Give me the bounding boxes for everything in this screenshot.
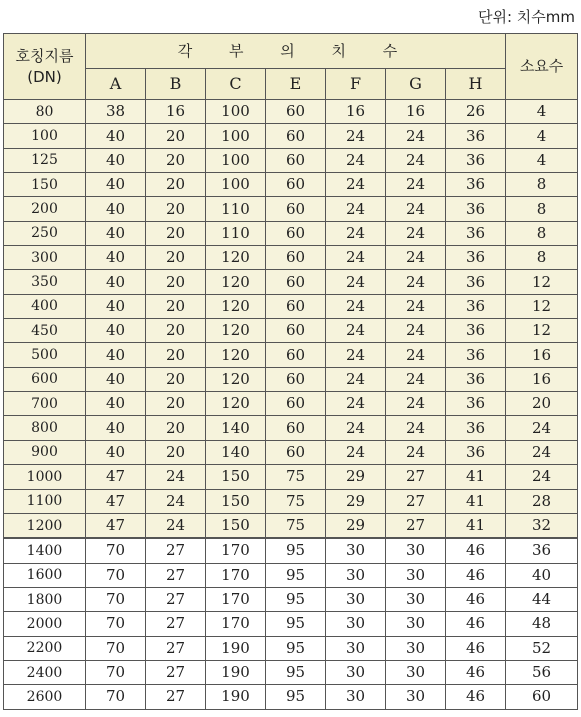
column-header-e: E (266, 69, 326, 100)
cell-a: 70 (86, 685, 146, 709)
cell-b: 27 (146, 587, 206, 611)
cell-h: 36 (446, 440, 506, 464)
cell-qty: 8 (506, 221, 578, 245)
table-row (4, 319, 578, 343)
cell-h: 36 (446, 319, 506, 343)
table-row (4, 440, 578, 464)
cell-dn: 125 (4, 148, 86, 172)
cell-b: 20 (146, 246, 206, 270)
cell-c: 120 (206, 392, 266, 416)
cell-qty: 8 (506, 173, 578, 197)
cell-g: 27 (386, 465, 446, 489)
header-row (4, 34, 578, 69)
table-row (4, 538, 578, 563)
cell-e: 95 (266, 636, 326, 660)
table-row (4, 221, 578, 245)
cell-h: 36 (446, 124, 506, 148)
dimensions-table (3, 33, 578, 710)
cell-a: 40 (86, 197, 146, 221)
nominal-diameter-header (4, 34, 86, 100)
cell-b: 20 (146, 221, 206, 245)
table-row (4, 100, 578, 124)
dimensions-group-header: 각 부 의 치 수 (86, 34, 506, 69)
cell-a: 40 (86, 173, 146, 197)
cell-a: 70 (86, 563, 146, 587)
cell-c: 110 (206, 197, 266, 221)
cell-g: 24 (386, 294, 446, 318)
cell-c: 170 (206, 587, 266, 611)
cell-qty: 20 (506, 392, 578, 416)
cell-e: 60 (266, 270, 326, 294)
cell-e: 60 (266, 197, 326, 221)
cell-a: 70 (86, 587, 146, 611)
table-row (4, 636, 578, 660)
cell-f: 24 (326, 124, 386, 148)
cell-b: 20 (146, 270, 206, 294)
cell-b: 20 (146, 416, 206, 440)
cell-g: 24 (386, 246, 446, 270)
cell-dn: 200 (4, 197, 86, 221)
cell-b: 20 (146, 392, 206, 416)
cell-c: 190 (206, 636, 266, 660)
cell-h: 41 (446, 513, 506, 538)
cell-b: 20 (146, 124, 206, 148)
cell-h: 36 (446, 294, 506, 318)
cell-qty: 24 (506, 465, 578, 489)
cell-e: 60 (266, 294, 326, 318)
cell-b: 20 (146, 319, 206, 343)
cell-b: 20 (146, 343, 206, 367)
cell-qty: 4 (506, 100, 578, 124)
cell-qty: 8 (506, 246, 578, 270)
cell-c: 100 (206, 173, 266, 197)
cell-a: 40 (86, 392, 146, 416)
cell-a: 70 (86, 636, 146, 660)
table-row (4, 124, 578, 148)
cell-qty: 56 (506, 660, 578, 684)
cell-c: 120 (206, 319, 266, 343)
cell-g: 24 (386, 343, 446, 367)
table-row (4, 246, 578, 270)
cell-dn: 900 (4, 440, 86, 464)
cell-e: 95 (266, 587, 326, 611)
cell-a: 40 (86, 246, 146, 270)
cell-a: 47 (86, 489, 146, 513)
cell-f: 24 (326, 173, 386, 197)
cell-e: 95 (266, 660, 326, 684)
cell-e: 60 (266, 124, 326, 148)
cell-dn: 1800 (4, 587, 86, 611)
cell-qty: 36 (506, 538, 578, 563)
cell-qty: 28 (506, 489, 578, 513)
cell-f: 30 (326, 660, 386, 684)
cell-g: 24 (386, 148, 446, 172)
cell-e: 95 (266, 685, 326, 709)
table-row (4, 392, 578, 416)
cell-f: 24 (326, 270, 386, 294)
cell-b: 27 (146, 685, 206, 709)
cell-a: 40 (86, 148, 146, 172)
cell-g: 24 (386, 221, 446, 245)
cell-dn: 250 (4, 221, 86, 245)
cell-h: 36 (446, 416, 506, 440)
cell-dn: 1000 (4, 465, 86, 489)
cell-g: 24 (386, 173, 446, 197)
cell-a: 40 (86, 221, 146, 245)
cell-g: 30 (386, 538, 446, 563)
cell-b: 24 (146, 465, 206, 489)
table-body (4, 100, 578, 710)
cell-g: 24 (386, 392, 446, 416)
cell-b: 24 (146, 489, 206, 513)
cell-h: 46 (446, 685, 506, 709)
cell-f: 24 (326, 367, 386, 391)
cell-g: 27 (386, 489, 446, 513)
cell-c: 100 (206, 148, 266, 172)
cell-c: 110 (206, 221, 266, 245)
cell-qty: 60 (506, 685, 578, 709)
cell-h: 46 (446, 612, 506, 636)
cell-h: 36 (446, 270, 506, 294)
cell-a: 40 (86, 270, 146, 294)
cell-g: 30 (386, 587, 446, 611)
cell-b: 20 (146, 367, 206, 391)
cell-b: 20 (146, 294, 206, 318)
cell-c: 100 (206, 124, 266, 148)
cell-e: 60 (266, 367, 326, 391)
cell-dn: 100 (4, 124, 86, 148)
cell-dn: 500 (4, 343, 86, 367)
cell-dn: 1400 (4, 538, 86, 563)
cell-a: 70 (86, 612, 146, 636)
cell-b: 27 (146, 660, 206, 684)
cell-h: 36 (446, 197, 506, 221)
cell-c: 140 (206, 440, 266, 464)
cell-e: 95 (266, 563, 326, 587)
cell-b: 27 (146, 612, 206, 636)
cell-c: 190 (206, 660, 266, 684)
table-row (4, 563, 578, 587)
cell-h: 46 (446, 538, 506, 563)
cell-h: 36 (446, 343, 506, 367)
cell-e: 60 (266, 173, 326, 197)
cell-e: 60 (266, 246, 326, 270)
cell-g: 30 (386, 636, 446, 660)
cell-qty: 12 (506, 319, 578, 343)
cell-e: 60 (266, 221, 326, 245)
cell-a: 40 (86, 416, 146, 440)
cell-h: 41 (446, 465, 506, 489)
cell-g: 24 (386, 319, 446, 343)
table-row (4, 612, 578, 636)
cell-dn: 800 (4, 416, 86, 440)
table-row (4, 660, 578, 684)
cell-e: 60 (266, 319, 326, 343)
cell-g: 24 (386, 124, 446, 148)
cell-f: 29 (326, 489, 386, 513)
cell-dn: 1100 (4, 489, 86, 513)
cell-c: 120 (206, 367, 266, 391)
nominal-diameter-unit: (DN) (27, 67, 62, 86)
cell-dn: 700 (4, 392, 86, 416)
cell-c: 120 (206, 270, 266, 294)
cell-g: 24 (386, 197, 446, 221)
cell-qty: 8 (506, 197, 578, 221)
cell-qty: 48 (506, 612, 578, 636)
cell-g: 30 (386, 660, 446, 684)
cell-dn: 2400 (4, 660, 86, 684)
cell-h: 46 (446, 563, 506, 587)
cell-g: 27 (386, 513, 446, 538)
cell-f: 24 (326, 197, 386, 221)
cell-b: 27 (146, 636, 206, 660)
cell-dn: 350 (4, 270, 86, 294)
quantity-header: 소요수 (506, 34, 578, 100)
cell-g: 24 (386, 416, 446, 440)
cell-e: 60 (266, 392, 326, 416)
cell-b: 27 (146, 563, 206, 587)
table-row (4, 416, 578, 440)
cell-f: 24 (326, 221, 386, 245)
cell-a: 47 (86, 465, 146, 489)
cell-h: 36 (446, 148, 506, 172)
cell-c: 150 (206, 465, 266, 489)
cell-g: 24 (386, 270, 446, 294)
column-header-f: F (326, 69, 386, 100)
cell-e: 95 (266, 612, 326, 636)
cell-f: 24 (326, 246, 386, 270)
table-row (4, 587, 578, 611)
cell-g: 16 (386, 100, 446, 124)
cell-c: 120 (206, 343, 266, 367)
cell-f: 29 (326, 513, 386, 538)
cell-c: 120 (206, 246, 266, 270)
table-row (4, 367, 578, 391)
cell-g: 24 (386, 440, 446, 464)
cell-g: 30 (386, 612, 446, 636)
cell-b: 27 (146, 538, 206, 563)
cell-qty: 40 (506, 563, 578, 587)
cell-f: 24 (326, 319, 386, 343)
cell-f: 16 (326, 100, 386, 124)
cell-g: 30 (386, 563, 446, 587)
cell-h: 41 (446, 489, 506, 513)
cell-e: 95 (266, 538, 326, 563)
cell-g: 30 (386, 685, 446, 709)
cell-h: 36 (446, 173, 506, 197)
cell-a: 40 (86, 294, 146, 318)
cell-qty: 12 (506, 270, 578, 294)
cell-e: 60 (266, 440, 326, 464)
cell-dn: 2600 (4, 685, 86, 709)
cell-e: 75 (266, 489, 326, 513)
cell-c: 150 (206, 489, 266, 513)
cell-c: 140 (206, 416, 266, 440)
cell-dn: 450 (4, 319, 86, 343)
table-row (4, 294, 578, 318)
cell-e: 75 (266, 465, 326, 489)
cell-dn: 80 (4, 100, 86, 124)
column-header-h: H (446, 69, 506, 100)
cell-f: 24 (326, 343, 386, 367)
column-header-a: A (86, 69, 146, 100)
cell-h: 46 (446, 587, 506, 611)
table-row (4, 197, 578, 221)
cell-f: 24 (326, 148, 386, 172)
cell-c: 190 (206, 685, 266, 709)
cell-qty: 32 (506, 513, 578, 538)
cell-f: 24 (326, 294, 386, 318)
cell-qty: 4 (506, 124, 578, 148)
table-row (4, 148, 578, 172)
cell-c: 170 (206, 612, 266, 636)
cell-f: 30 (326, 612, 386, 636)
cell-dn: 400 (4, 294, 86, 318)
cell-h: 46 (446, 636, 506, 660)
cell-a: 40 (86, 440, 146, 464)
cell-qty: 12 (506, 294, 578, 318)
cell-a: 70 (86, 660, 146, 684)
cell-f: 29 (326, 465, 386, 489)
cell-dn: 2200 (4, 636, 86, 660)
table-row (4, 465, 578, 489)
cell-f: 30 (326, 685, 386, 709)
cell-dn: 2000 (4, 612, 86, 636)
column-header-b: B (146, 69, 206, 100)
table-row (4, 513, 578, 538)
table-row (4, 343, 578, 367)
cell-f: 30 (326, 587, 386, 611)
cell-h: 26 (446, 100, 506, 124)
cell-dn: 600 (4, 367, 86, 391)
cell-dn: 1200 (4, 513, 86, 538)
cell-h: 36 (446, 246, 506, 270)
cell-qty: 44 (506, 587, 578, 611)
cell-a: 40 (86, 124, 146, 148)
cell-e: 60 (266, 343, 326, 367)
cell-f: 30 (326, 563, 386, 587)
column-header-c: C (206, 69, 266, 100)
unit-label: 단위: 치수mm (477, 8, 575, 26)
cell-h: 36 (446, 221, 506, 245)
cell-f: 24 (326, 416, 386, 440)
cell-e: 60 (266, 100, 326, 124)
cell-e: 60 (266, 416, 326, 440)
cell-qty: 16 (506, 343, 578, 367)
cell-a: 40 (86, 367, 146, 391)
column-header-row (4, 69, 578, 100)
cell-dn: 150 (4, 173, 86, 197)
cell-f: 24 (326, 392, 386, 416)
cell-qty: 16 (506, 367, 578, 391)
cell-h: 46 (446, 660, 506, 684)
cell-a: 40 (86, 319, 146, 343)
nominal-diameter-label: 호칭지름 (15, 47, 74, 66)
table-row (4, 685, 578, 709)
cell-f: 30 (326, 538, 386, 563)
cell-qty: 24 (506, 416, 578, 440)
cell-f: 30 (326, 636, 386, 660)
cell-h: 36 (446, 392, 506, 416)
cell-c: 100 (206, 100, 266, 124)
table-row (4, 173, 578, 197)
cell-g: 24 (386, 367, 446, 391)
column-header-g: G (386, 69, 446, 100)
cell-a: 70 (86, 538, 146, 563)
cell-f: 24 (326, 440, 386, 464)
cell-c: 170 (206, 563, 266, 587)
table-row (4, 489, 578, 513)
cell-a: 40 (86, 343, 146, 367)
cell-c: 170 (206, 538, 266, 563)
cell-e: 60 (266, 148, 326, 172)
cell-a: 47 (86, 513, 146, 538)
cell-h: 36 (446, 367, 506, 391)
cell-dn: 300 (4, 246, 86, 270)
cell-qty: 4 (506, 148, 578, 172)
table-row (4, 270, 578, 294)
cell-b: 24 (146, 513, 206, 538)
cell-qty: 52 (506, 636, 578, 660)
cell-b: 20 (146, 173, 206, 197)
cell-c: 150 (206, 513, 266, 538)
cell-b: 20 (146, 440, 206, 464)
cell-dn: 1600 (4, 563, 86, 587)
cell-b: 20 (146, 148, 206, 172)
cell-c: 120 (206, 294, 266, 318)
cell-e: 75 (266, 513, 326, 538)
cell-qty: 24 (506, 440, 578, 464)
cell-b: 16 (146, 100, 206, 124)
cell-b: 20 (146, 197, 206, 221)
cell-a: 38 (86, 100, 146, 124)
